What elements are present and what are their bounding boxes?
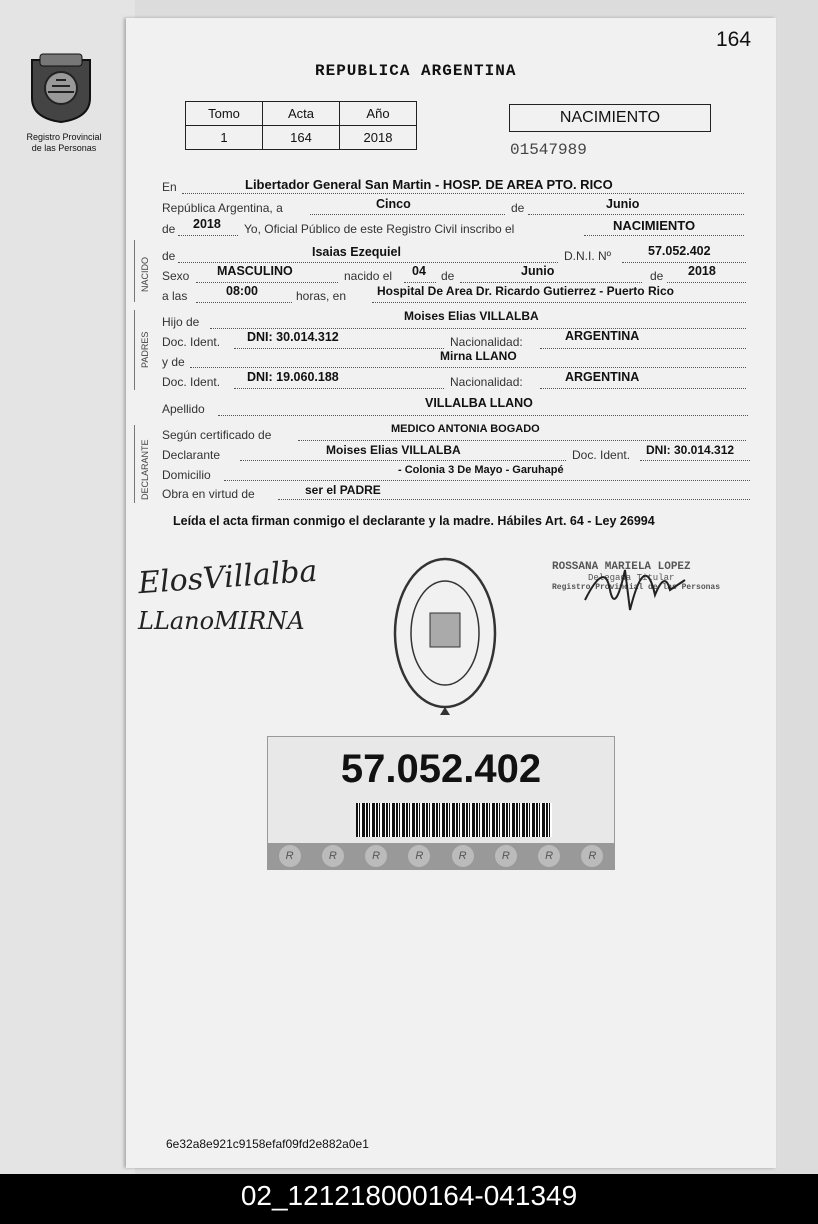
madre-nac-value: ARGENTINA <box>565 370 640 384</box>
certificado-label: Según certificado de <box>162 428 272 442</box>
dotted-line <box>404 281 436 283</box>
signature-madre: LLanoMIRNA <box>138 607 305 635</box>
logo-caption-line-1: Registro Provincial <box>26 132 102 142</box>
security-pattern: R R R R R R R R <box>268 843 614 869</box>
official-org: Registro Provincial de las Personas <box>552 583 721 592</box>
republica-label: República Argentina, a <box>162 201 283 215</box>
closing-text: Leída el acta firman conmigo el declarante y la madre. Hábiles Art. 64 - Ley 26994 <box>173 514 655 528</box>
dotted-line <box>196 281 338 283</box>
nacido-label: nacido el <box>344 269 393 283</box>
dotted-line <box>278 498 750 500</box>
section-divider <box>134 240 135 302</box>
padre-nacionalidad-label: Nacionalidad: <box>450 335 523 349</box>
dotted-line <box>240 459 566 461</box>
side-label-padres: PADRES <box>140 331 150 368</box>
dni-value: 57.052.402 <box>648 244 711 258</box>
anio-value: 2018 <box>193 217 221 231</box>
domicilio-label: Domicilio <box>162 468 211 482</box>
nombre-label: de <box>162 249 176 263</box>
de-label-2: de <box>162 222 176 236</box>
dotted-line <box>540 347 746 349</box>
dotted-line <box>178 261 558 263</box>
dotted-line <box>540 387 746 389</box>
inscribe-value: NACIMIENTO <box>613 218 696 233</box>
dotted-line <box>224 479 750 481</box>
dotted-line <box>218 414 748 416</box>
oficial-label: Yo, Oficial Público de este Registro Civil inscribo el <box>244 222 515 236</box>
serial-number: 01547989 <box>510 141 587 159</box>
nac-anio-label: de <box>650 269 664 283</box>
barcode-number: 57.052.402 <box>340 747 542 791</box>
value-tomo: 1 <box>186 126 263 150</box>
official-role: Delegada Titular <box>588 573 675 583</box>
dotted-line <box>178 234 238 236</box>
sexo-value: MASCULINO <box>217 264 293 278</box>
lugar-value: Hospital De Area Dr. Ricardo Gutierrez - Puerto Rico <box>377 284 674 298</box>
record-type-box: NACIMIENTO <box>509 104 711 132</box>
dotted-line <box>528 213 744 215</box>
de-label: de <box>511 201 525 215</box>
dotted-line <box>190 366 746 368</box>
official-stamp-icon <box>390 555 500 715</box>
barcode-icon <box>356 803 552 837</box>
alas-label: a las <box>162 289 188 303</box>
logo-caption-line-2: de las Personas <box>31 143 97 153</box>
header-anio: Año <box>340 102 417 126</box>
document-title: REPUBLICA ARGENTINA <box>315 62 517 80</box>
sexo-label: Sexo <box>162 269 190 283</box>
document-hash: 6e32a8e921c9158efaf09fd2e882a0e1 <box>166 1137 369 1151</box>
side-label-nacido: NACIDO <box>140 256 150 292</box>
declarante-doc-label: Doc. Ident. <box>572 448 631 462</box>
dia-value: Cinco <box>376 197 411 211</box>
domicilio-value: - Colonia 3 De Mayo - Garuhapé <box>398 464 564 476</box>
file-id-bar: 02_121218000164-041349 <box>0 1174 818 1224</box>
mes-value: Junio <box>606 197 640 211</box>
padre-doc-value: DNI: 30.014.312 <box>247 330 339 344</box>
dotted-line <box>298 439 746 441</box>
side-label-declarante: DECLARANTE <box>140 439 150 500</box>
dotted-line <box>372 301 746 303</box>
obra-label: Obra en virtud de <box>162 487 255 501</box>
yde-label: y de <box>162 355 185 369</box>
dni-label: D.N.I. Nº <box>564 249 612 263</box>
dotted-line <box>640 459 750 461</box>
record-table <box>185 101 417 150</box>
signature-declarante: ElosVillalba <box>136 553 319 602</box>
certificado-value: MEDICO ANTONIA BOGADO <box>391 423 540 435</box>
nombre-value: Isaias Ezequiel <box>312 245 401 259</box>
madre-value: Mirna LLANO <box>440 349 517 363</box>
page-number: 164 <box>716 28 752 51</box>
nac-dia-value: 04 <box>412 264 426 278</box>
dotted-line <box>584 234 744 236</box>
official-name: ROSSANA MARIELA LOPEZ <box>552 561 691 573</box>
padre-value: Moises Elias VILLALBA <box>404 309 539 323</box>
en-label: En <box>162 180 177 194</box>
dotted-line <box>622 261 746 263</box>
en-value: Libertador General San Martin - HOSP. DE AREA PTO. RICO <box>245 177 613 192</box>
dotted-line <box>234 387 444 389</box>
scan-background <box>0 0 135 1174</box>
dotted-line <box>234 347 444 349</box>
horas-label: horas, en <box>296 289 347 303</box>
dotted-line <box>210 327 746 329</box>
declarante-doc-value: DNI: 30.014.312 <box>646 443 735 457</box>
apellido-value: VILLALBA LLANO <box>425 396 533 410</box>
madre-doc-value: DNI: 19.060.188 <box>247 370 339 384</box>
dotted-line <box>196 301 292 303</box>
hijo-label: Hijo de <box>162 315 200 329</box>
section-divider <box>134 310 135 390</box>
madre-doc-label: Doc. Ident. <box>162 375 221 389</box>
padre-nac-value: ARGENTINA <box>565 329 640 343</box>
nac-anio-value: 2018 <box>688 264 716 278</box>
dotted-line <box>182 192 744 194</box>
apellido-label: Apellido <box>162 402 205 416</box>
value-acta: 164 <box>263 126 340 150</box>
padre-doc-label: Doc. Ident. <box>162 335 221 349</box>
provincial-seal-icon <box>26 52 96 124</box>
hora-value: 08:00 <box>226 284 258 298</box>
nac-de-label: de <box>441 269 455 283</box>
dotted-line <box>667 281 746 283</box>
header-acta: Acta <box>263 102 340 126</box>
dni-barcode-sticker <box>267 736 615 870</box>
dotted-line <box>310 213 505 215</box>
logo-caption <box>14 132 114 154</box>
dotted-line <box>460 281 642 283</box>
declarante-value: Moises Elias VILLALBA <box>326 443 461 457</box>
nac-mes-value: Junio <box>521 264 555 278</box>
official-signature-icon <box>575 540 695 625</box>
declarante-label: Declarante <box>162 448 221 462</box>
obra-value: ser el PADRE <box>305 483 381 497</box>
madre-nacionalidad-label: Nacionalidad: <box>450 375 523 389</box>
value-anio: 2018 <box>340 126 417 150</box>
header-tomo: Tomo <box>186 102 263 126</box>
section-divider <box>134 425 135 503</box>
